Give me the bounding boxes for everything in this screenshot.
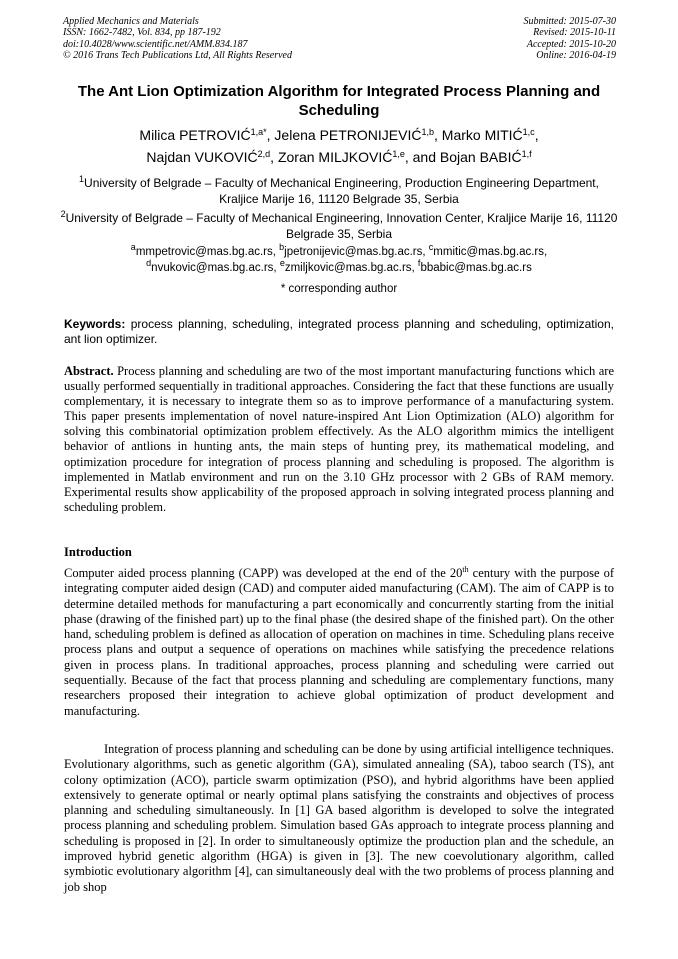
journal-name: Applied Mechanics and Materials [63,16,199,27]
paragraph-text: century with the purpose of integrating computer aided design (CAD) and computer aided manufacturing (CAM). The aim of CAPP is to determine detailed methods for manufacturing a part economically and concurrently starting from the initial phase (drawing of the finished part) up to the final phase (the desired shape of the finished part). On the other hand, scheduling problem is defined as allocation of operation on machines in time. Scheduling plans receive process plans and output a sequence of operations on machines while satisfying the precedence relations given in process plans. In traditional approaches, process planning and scheduling were carried out sequentially. Because of the fact that process planning and scheduling are complementary functions, many researchers proposed their integration to achieve global optimization of product development and manufacturing. [64,566,615,718]
email-superscript: f [417,257,421,268]
email-link[interactable]: nvukovic@mas.bg.ac.rs, [151,261,280,274]
author-superscript: 2,d [257,149,271,159]
email-link[interactable]: jpetronijevic@mas.bg.ac.rs, [284,246,429,258]
author-superscript: 1,f [521,149,532,159]
affiliation-superscript: 2 [60,209,66,219]
affiliation-2 [60,210,618,242]
email-link[interactable]: bbabic@mas.bg.ac.rs [420,261,532,274]
abstract-label: Abstract. [64,364,114,378]
date-online: Online: 2016-04-19 [536,49,616,61]
affiliation-text: University of Belgrade – Faculty of Mechanical Engineering, Production Engineering Department, Kraljice Marije 16, 11120 Belgrade 35, Serbia [84,176,599,206]
email-superscript: b [279,242,285,252]
keywords-text: process planning, scheduling, integrated process planning and scheduling, optimization, ant lion optimizer. [64,317,614,346]
keywords-label: Keywords: [64,317,126,331]
email-superscript: c [428,242,434,252]
journal-info-block [63,16,292,61]
affiliation-superscript: 1 [79,174,85,184]
abstract-paragraph [64,364,614,515]
email-superscript: e [279,257,285,268]
author-name: , Zoran MILJKOVIĆ [270,149,393,165]
ordinal-superscript: th [462,565,469,574]
date-revised: Revised: 2015-10-11 [533,27,616,39]
email-list [60,242,618,276]
author-superscript: 1,c [522,127,535,137]
date-submitted: Submitted: 2015-07-30 [523,16,616,27]
section-heading-introduction: Introduction [64,545,132,559]
abstract-text: Process planning and scheduling are two of the most important manufacturing functions which are usually performed sequentially in traditional approaches. Considering the fact that these functions are usually complementary, it is necessary to integrate them so as to improve performance of a manufacturing system. This paper presents implementation of novel nature-inspired Ant Lion Optimization (ALO) algorithm for solving this combinatorial optimization problem effectively. As the ALO algorithm mimics the intelligent behavior of antlions in hunting ants, the main steps of hunting prey, its mathematical modeling, and optimization procedure for integration of process planning and scheduling is proposed. The algorithm is implemented in Matlab environment and run on the 3.10 GHz processor with 2 GBs of RAM memory. Experimental results show applicability of the proposed approach in solving integrated process planning and scheduling problem. [64,364,614,514]
paragraph-text: Computer aided process planning (CAPP) was developed at the end of the 20 [64,566,463,580]
keywords-paragraph [64,317,614,347]
author-superscript: 1,a* [250,127,267,137]
author-name: , Marko MITIĆ [434,127,523,143]
paper-title: The Ant Lion Optimization Algorithm for Integrated Process Planning and Scheduling [77,83,601,119]
author-name: , Jelena PETRONIJEVIĆ [266,127,422,143]
journal-issn: ISSN: 1662-7482, Vol. 834, pp 187-192 [63,27,221,39]
author-separator: , [534,127,539,143]
author-name: Milica PETROVIĆ [139,127,251,143]
author-name: Najdan VUKOVIĆ [146,149,258,165]
dates-block [524,16,617,61]
email-superscript: d [146,257,152,268]
affiliation-text: University of Belgrade – Faculty of Mechanical Engineering, Innovation Center, Kraljice Marije 16, 11120 Belgrade 35, Serbia [65,211,618,241]
affiliation-1 [60,175,618,207]
author-list [60,124,618,168]
author-superscript: 1,e [392,149,405,159]
author-name: , and Bojan BABIĆ [404,149,522,165]
author-superscript: 1,b [421,127,434,137]
journal-doi: doi:10.4028/www.scientific.net/AMM.834.187 [63,38,248,50]
email-link[interactable]: zmiljkovic@mas.bg.ac.rs, [284,261,418,274]
email-link[interactable]: mmpetrovic@mas.bg.ac.rs, [135,246,280,258]
email-superscript: a [130,242,136,252]
date-accepted: Accepted: 2015-10-20 [526,38,616,50]
corresponding-author-note: * corresponding author [280,283,398,295]
introduction-paragraph-2: Integration of process planning and scheduling can be done by using artificial intelligence techniques. Evolutionary algorithms, such as genetic algorithm (GA), simulated annealing (SA), taboo search (TS), ant colony optimization (ACO), particle swarm optimization (PSO), and hybrid algorithms have been applied extensively to generate optimal or nearly optimal plans satisfying the constraints and objectives of process planning and scheduling simultaneously. In [1] GA based algorithm is developed to solve the integrated process planning and scheduling problem. Simulation based GAs approach to integrate process planning and scheduling is proposed in [2]. In order to simultaneously optimize the production plan and the schedule, an improved hybrid genetic algorithm (HGA) is given in [3]. The new coevolutionary algorithm, called symbiotic evolutionary algorithm [4], can simultaneously deal with the two problems of process planning and job shop [64,742,614,894]
email-link[interactable]: mmitic@mas.bg.ac.rs, [433,246,548,258]
introduction-paragraph-1 [64,566,614,719]
copyright-notice: © 2016 Trans Tech Publications Ltd, All Rights Reserved [63,49,292,61]
